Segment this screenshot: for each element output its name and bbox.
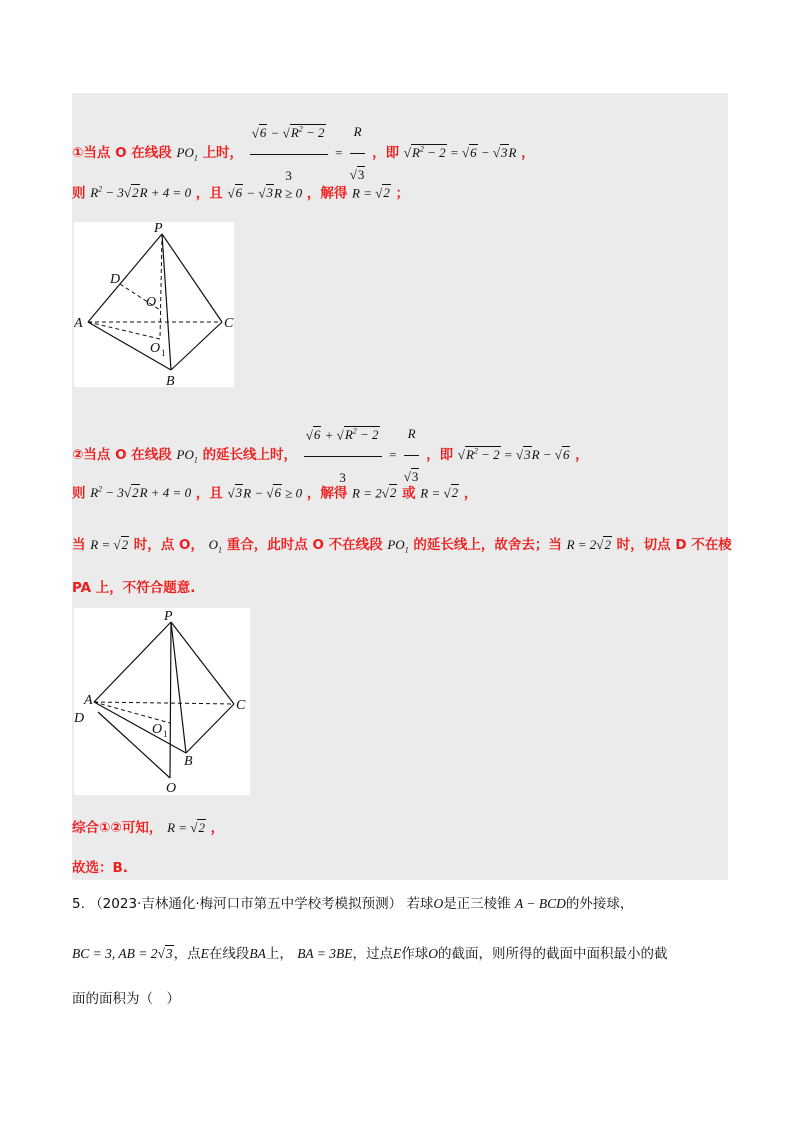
case2-then: 则 (72, 485, 86, 502)
case1-text-b: 上时， (202, 145, 244, 162)
case2-line1 (72, 412, 589, 486)
label-C: C (224, 316, 234, 331)
math-expression: $√R^2 - 2 = √6 - √3R$ (403, 144, 517, 161)
case2-text-a: ②当点 O 在线段 (72, 447, 172, 464)
case2-or: 或 (402, 485, 416, 502)
edge-PA (94, 622, 171, 702)
edge-CB (186, 704, 234, 753)
case2-text-d: ， (575, 447, 589, 464)
question-text-c: 的外接球， (565, 896, 634, 912)
question-text-b: 是正三棱锥 (443, 896, 511, 912)
case1-text-a: ①当点 O 在线段 (72, 145, 172, 162)
question-source: （2023·吉林通化·梅河口市第五中学校考模拟预测） (89, 896, 403, 912)
case2-and: ，且 (195, 485, 223, 502)
label-B: B (166, 374, 175, 387)
answer-line (72, 858, 128, 878)
label-B: B (184, 754, 193, 769)
question-line1 (72, 893, 633, 915)
case2-tangent: 时，切点 D 不在棱 (616, 537, 732, 553)
label-A: A (84, 693, 93, 708)
answer-text: 故选：B. (72, 860, 128, 876)
segment-PO (170, 622, 171, 778)
case1-line2 (72, 180, 409, 203)
label-P: P (154, 222, 163, 236)
label-D: D (110, 272, 121, 287)
math-quadratic: $R^2 - 3√2R + 4 = 0$ (90, 185, 192, 201)
label-O1: O (152, 722, 163, 737)
case1-then: 则 (72, 185, 86, 202)
question-text-d: ，点 (173, 946, 201, 962)
case2-text-c: ，即 (426, 447, 454, 464)
math-eq: = (334, 145, 344, 161)
summary-text: 综合①②可知， (72, 820, 163, 836)
math-final-r: R = √2 (167, 820, 205, 835)
math-fraction: $\frac{√6 + √R^2 - 2}{3}$ (304, 412, 382, 498)
edge-CB (171, 322, 222, 370)
edge-AB (94, 702, 186, 753)
case1-and: ，且 (195, 185, 223, 202)
figure-1-svg (74, 222, 234, 387)
edge-AC-hidden (94, 702, 234, 704)
math-BC-AB: BC = 3, AB = 2√3 (72, 946, 173, 961)
segment-PO1 (160, 234, 162, 339)
label-D: D (74, 711, 85, 726)
math-E2: E (393, 946, 402, 961)
math-expression: $√R^2 - 2 = √3R - √6$ (457, 446, 570, 463)
question-text-h: 作球 (401, 946, 429, 962)
summary-comma: ， (210, 820, 225, 836)
label-O: O (166, 781, 177, 795)
math-result-1: R = 2√2 (352, 485, 397, 501)
question-text-f: 上， (265, 946, 293, 962)
math-E: E (200, 946, 209, 961)
label-A: A (74, 316, 83, 331)
math-fraction-r: $\frac{R}{√3}$ (404, 414, 420, 497)
math-BA: BA (249, 946, 266, 961)
question-number: 5. (72, 896, 85, 912)
math-O2: O (428, 946, 439, 961)
case2-when: 当 (72, 537, 86, 553)
case2-point-o: 时，点 O， (133, 537, 204, 553)
math-inequality: √6 − √3R ≥ 0 (227, 185, 303, 201)
label-P: P (164, 609, 173, 624)
math-fraction-r: $\frac{R}{√3}$ (350, 112, 366, 195)
case2-coincide: 重合，此时点 O 不在线段 (226, 537, 383, 553)
math-O1: $O_1$ (208, 537, 223, 555)
math-eq: = (388, 447, 398, 463)
math-r-2root2: R = 2√2 (566, 537, 611, 552)
case2-text-b: 的延长线上时， (202, 447, 298, 464)
question-text-i: 的截面，则所得的截面中面积最小的截 (438, 946, 668, 962)
math-result-2: R = √2 (420, 485, 459, 501)
case2-line2 (72, 480, 477, 503)
case2-conclusion: PA 上，不符合题意. (72, 580, 196, 596)
case1-line1 (72, 110, 535, 184)
case1-solve: ，解得 (306, 185, 348, 202)
edge-PC (162, 234, 222, 322)
math-PO1: $PO_1$ (176, 145, 198, 163)
edge-PB (171, 622, 186, 753)
label-O1: O (150, 341, 161, 356)
segment-AO1 (88, 322, 160, 339)
question-line3 (72, 988, 180, 1010)
question-text-j: 面的面积为（ ） (72, 991, 180, 1007)
edge-PC (171, 622, 234, 704)
case1-end: ； (395, 185, 410, 202)
question-text-a: 若球 (406, 896, 434, 912)
math-BA-3BE: BA = 3BE (297, 946, 353, 961)
math-fraction: $\frac{√6 - √R^2 - 2}{3}$ (250, 110, 328, 196)
case1-text-d: ， (521, 145, 535, 162)
summary-line (72, 818, 224, 838)
question-text-g: ，过点 (352, 946, 394, 962)
label-C: C (236, 698, 246, 713)
case1-text-c: ，即 (372, 145, 400, 162)
case2-solve: ，解得 (306, 485, 348, 502)
segment-AO1 (94, 702, 170, 723)
question-text-e: 在线段 (208, 946, 250, 962)
case2-discard: 的延长线上，故舍去；当 (413, 537, 562, 553)
math-A-BCD: A − BCD (514, 896, 566, 911)
math-r-root2: R = √2 (90, 537, 129, 552)
case2-line4 (72, 578, 195, 598)
math-PO1: $PO_1$ (387, 537, 409, 555)
math-quadratic: $R^2 - 3√2R + 4 = 0$ (90, 485, 192, 501)
math-result: R = √2 (352, 185, 390, 201)
label-O: O (146, 295, 157, 310)
math-O: O (433, 896, 444, 911)
question-line2 (72, 943, 668, 965)
label-O1-subscript: 1 (163, 729, 168, 739)
figure-tetrahedron-2 (74, 608, 250, 795)
case2-comma: ， (463, 485, 478, 502)
case2-line3 (72, 535, 732, 561)
figure-tetrahedron-1 (74, 222, 234, 387)
label-O1-subscript: 1 (161, 348, 166, 358)
math-inequality: √3R − √6 ≥ 0 (227, 485, 303, 501)
math-PO1: $PO_1$ (176, 447, 198, 465)
figure-2-svg (74, 608, 250, 795)
